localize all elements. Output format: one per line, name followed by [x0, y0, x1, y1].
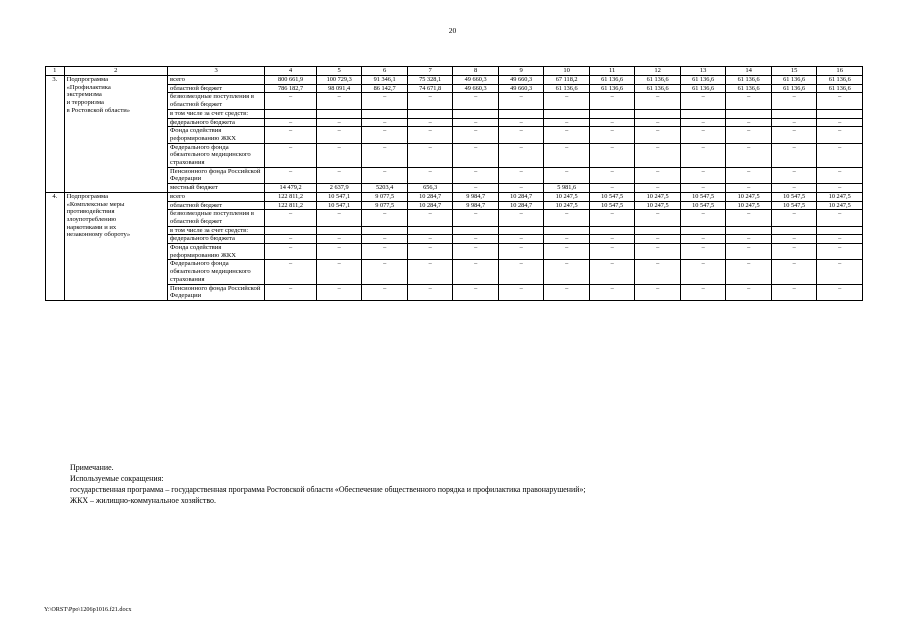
amount-cell: [680, 226, 726, 235]
amount-cell: 61 136,6: [635, 84, 681, 93]
amount-cell: –: [726, 167, 772, 183]
table-row: [46, 93, 863, 109]
amount-cell: 5203,4: [362, 184, 408, 193]
amount-cell: –: [544, 127, 590, 143]
amount-cell: [316, 109, 362, 118]
budget-table: [45, 66, 863, 301]
amount-cell: 86 142,7: [362, 84, 408, 93]
amount-cell: 49 660,3: [498, 84, 544, 93]
amount-cell: –: [407, 167, 453, 183]
amount-cell: –: [265, 244, 317, 260]
column-number-header: 3: [168, 67, 265, 76]
amount-cell: –: [680, 118, 726, 127]
amount-cell: –: [316, 284, 362, 300]
table-row: [46, 284, 863, 300]
funding-source-label: Пенсионного фонда Российской Федерации: [168, 284, 265, 300]
amount-cell: –: [771, 127, 817, 143]
amount-cell: [589, 226, 635, 235]
table-row: [46, 76, 863, 85]
funding-source-label: федерального бюджета: [168, 235, 265, 244]
amount-cell: –: [265, 93, 317, 109]
amount-cell: [407, 226, 453, 235]
amount-cell: 75 328,1: [407, 76, 453, 85]
amount-cell: –: [544, 167, 590, 183]
amount-cell: –: [453, 93, 499, 109]
amount-cell: 9 984,7: [453, 192, 499, 201]
amount-cell: 61 136,6: [726, 84, 772, 93]
amount-cell: –: [726, 184, 772, 193]
amount-cell: [771, 109, 817, 118]
amount-cell: 49 660,3: [453, 76, 499, 85]
amount-cell: [635, 226, 681, 235]
amount-cell: 10 547,5: [680, 201, 726, 210]
amount-cell: [453, 109, 499, 118]
amount-cell: [680, 109, 726, 118]
amount-cell: 9 077,5: [362, 192, 408, 201]
table-row: [46, 244, 863, 260]
amount-cell: –: [453, 143, 499, 167]
amount-cell: 5 981,6: [544, 184, 590, 193]
subprogram-name: [64, 76, 167, 193]
amount-cell: 10 284,7: [407, 192, 453, 201]
amount-cell: [498, 226, 544, 235]
amount-cell: –: [453, 244, 499, 260]
amount-cell: –: [635, 284, 681, 300]
amount-cell: –: [771, 244, 817, 260]
amount-cell: –: [771, 118, 817, 127]
amount-cell: 10 547,5: [589, 192, 635, 201]
funding-source-label: Федерального фонда обязательного медицинского страхования: [168, 260, 265, 284]
subprogram-name-line: наркотиками и их: [66, 223, 117, 231]
amount-cell: 61 136,6: [589, 84, 635, 93]
column-number-header: 15: [771, 67, 817, 76]
amount-cell: [726, 226, 772, 235]
amount-cell: –: [635, 93, 681, 109]
table-row: [46, 167, 863, 183]
amount-cell: –: [498, 210, 544, 226]
note-title: Примечание.: [70, 463, 114, 472]
table-row: [46, 201, 863, 210]
amount-cell: –: [362, 260, 408, 284]
amount-cell: –: [544, 93, 590, 109]
amount-cell: –: [635, 167, 681, 183]
amount-cell: –: [316, 118, 362, 127]
amount-cell: 2 637,9: [316, 184, 362, 193]
funding-source-label: областной бюджет: [168, 201, 265, 210]
amount-cell: 786 182,7: [265, 84, 317, 93]
amount-cell: –: [817, 93, 863, 109]
amount-cell: –: [453, 118, 499, 127]
amount-cell: [453, 226, 499, 235]
amount-cell: –: [726, 235, 772, 244]
amount-cell: –: [589, 127, 635, 143]
column-number-header: 9: [498, 67, 544, 76]
table-row: [46, 84, 863, 93]
amount-cell: –: [362, 235, 408, 244]
amount-cell: –: [453, 127, 499, 143]
amount-cell: –: [680, 184, 726, 193]
amount-cell: –: [407, 210, 453, 226]
amount-cell: 61 136,6: [817, 84, 863, 93]
amount-cell: –: [726, 260, 772, 284]
amount-cell: 10 547,1: [316, 192, 362, 201]
column-number-header: 12: [635, 67, 681, 76]
column-number-header: 10: [544, 67, 590, 76]
amount-cell: –: [316, 244, 362, 260]
amount-cell: 122 811,2: [265, 201, 317, 210]
amount-cell: –: [362, 167, 408, 183]
amount-cell: –: [680, 210, 726, 226]
subprogram-name-line: «Профилактика: [66, 83, 111, 91]
amount-cell: –: [453, 260, 499, 284]
table-row: [46, 226, 863, 235]
amount-cell: 61 136,6: [544, 84, 590, 93]
amount-cell: –: [771, 210, 817, 226]
amount-cell: –: [544, 244, 590, 260]
amount-cell: [362, 226, 408, 235]
amount-cell: –: [316, 235, 362, 244]
subprogram-name-line: и терроризма: [66, 99, 104, 107]
amount-cell: –: [680, 143, 726, 167]
amount-cell: –: [680, 244, 726, 260]
amount-cell: –: [589, 93, 635, 109]
funding-source-label: в том числе за счет средств:: [168, 226, 265, 235]
amount-cell: –: [589, 167, 635, 183]
column-number-header: 11: [589, 67, 635, 76]
table-row: [46, 235, 863, 244]
amount-cell: [544, 226, 590, 235]
amount-cell: –: [726, 244, 772, 260]
amount-cell: 10 284,7: [498, 192, 544, 201]
amount-cell: –: [635, 235, 681, 244]
amount-cell: [771, 226, 817, 235]
amount-cell: 656,3: [407, 184, 453, 193]
amount-cell: [635, 109, 681, 118]
table-row: [46, 127, 863, 143]
column-number-header: 6: [362, 67, 408, 76]
amount-cell: 14 479,2: [265, 184, 317, 193]
amount-cell: 61 136,6: [635, 76, 681, 85]
amount-cell: –: [589, 118, 635, 127]
amount-cell: –: [680, 127, 726, 143]
amount-cell: [265, 109, 317, 118]
table-row: [46, 260, 863, 284]
funding-source-label: всего: [168, 76, 265, 85]
amount-cell: [362, 109, 408, 118]
table-row: [46, 118, 863, 127]
amount-cell: –: [265, 127, 317, 143]
amount-cell: –: [407, 143, 453, 167]
amount-cell: –: [498, 167, 544, 183]
amount-cell: –: [362, 244, 408, 260]
funding-source-label: Пенсионного фонда Российской Федерации: [168, 167, 265, 183]
table-header-row: [46, 67, 863, 76]
amount-cell: –: [817, 210, 863, 226]
amount-cell: –: [498, 235, 544, 244]
amount-cell: [498, 109, 544, 118]
amount-cell: –: [362, 143, 408, 167]
amount-cell: 61 136,6: [680, 76, 726, 85]
amount-cell: –: [544, 118, 590, 127]
amount-cell: 98 091,4: [316, 84, 362, 93]
amount-cell: [316, 226, 362, 235]
amount-cell: –: [407, 127, 453, 143]
amount-cell: –: [817, 184, 863, 193]
table-row: [46, 109, 863, 118]
amount-cell: [265, 226, 317, 235]
amount-cell: –: [316, 93, 362, 109]
amount-cell: 49 660,3: [453, 84, 499, 93]
amount-cell: –: [498, 184, 544, 193]
amount-cell: –: [817, 167, 863, 183]
amount-cell: –: [316, 143, 362, 167]
amount-cell: 61 136,6: [771, 84, 817, 93]
amount-cell: –: [498, 143, 544, 167]
column-number-header: 8: [453, 67, 499, 76]
amount-cell: 10 247,5: [817, 192, 863, 201]
amount-cell: –: [362, 284, 408, 300]
amount-cell: [726, 109, 772, 118]
amount-cell: –: [589, 244, 635, 260]
amount-cell: 10 547,5: [771, 192, 817, 201]
subprogram-name-line: Подпрограмма: [66, 76, 109, 83]
amount-cell: –: [635, 244, 681, 260]
amount-cell: –: [407, 93, 453, 109]
amount-cell: –: [635, 118, 681, 127]
amount-cell: –: [265, 284, 317, 300]
amount-cell: –: [771, 260, 817, 284]
amount-cell: –: [265, 143, 317, 167]
subprogram-name-line: в Ростовской области»: [66, 106, 131, 114]
amount-cell: –: [407, 235, 453, 244]
amount-cell: –: [407, 118, 453, 127]
column-number-header: 16: [817, 67, 863, 76]
amount-cell: –: [680, 260, 726, 284]
amount-cell: –: [726, 127, 772, 143]
amount-cell: –: [680, 93, 726, 109]
column-number-header: 4: [265, 67, 317, 76]
amount-cell: –: [771, 284, 817, 300]
amount-cell: –: [498, 93, 544, 109]
amount-cell: –: [817, 244, 863, 260]
subprogram-name-line: противодействия: [66, 208, 115, 216]
amount-cell: –: [544, 260, 590, 284]
amount-cell: –: [453, 184, 499, 193]
amount-cell: –: [362, 93, 408, 109]
amount-cell: 10 547,5: [771, 201, 817, 210]
funding-source-label: Фонда содействия реформированию ЖКХ: [168, 244, 265, 260]
amount-cell: –: [726, 284, 772, 300]
funding-source-label: Фонда содействия реформированию ЖКХ: [168, 127, 265, 143]
amount-cell: –: [589, 143, 635, 167]
amount-cell: 61 136,6: [680, 84, 726, 93]
amount-cell: –: [498, 244, 544, 260]
amount-cell: –: [771, 167, 817, 183]
column-number-header: 14: [726, 67, 772, 76]
amount-cell: –: [771, 184, 817, 193]
amount-cell: –: [265, 260, 317, 284]
amount-cell: –: [316, 167, 362, 183]
amount-cell: 100 729,3: [316, 76, 362, 85]
amount-cell: [544, 109, 590, 118]
amount-cell: –: [680, 235, 726, 244]
column-number-header: 7: [407, 67, 453, 76]
amount-cell: –: [817, 235, 863, 244]
footer-file-path: Y:\ORST\Ppo\1206p1016.f21.docx: [44, 606, 132, 613]
amount-cell: 61 136,6: [589, 76, 635, 85]
column-number-header: 13: [680, 67, 726, 76]
amount-cell: –: [771, 235, 817, 244]
amount-cell: –: [635, 210, 681, 226]
amount-cell: 9 077,5: [362, 201, 408, 210]
amount-cell: –: [771, 93, 817, 109]
amount-cell: –: [362, 127, 408, 143]
amount-cell: –: [726, 210, 772, 226]
amount-cell: 10 247,5: [544, 192, 590, 201]
amount-cell: 49 660,3: [498, 76, 544, 85]
amount-cell: –: [265, 167, 317, 183]
amount-cell: –: [265, 118, 317, 127]
table-row: [46, 143, 863, 167]
amount-cell: –: [265, 210, 317, 226]
note-subtitle: Используемые сокращения:: [70, 474, 164, 483]
amount-cell: –: [726, 93, 772, 109]
funding-source-label: безвозмездные поступления в областной бюджет: [168, 93, 265, 109]
amount-cell: –: [544, 210, 590, 226]
subprogram-name-line: «Комплексные меры: [66, 200, 125, 208]
amount-cell: 9 984,7: [453, 201, 499, 210]
amount-cell: 10 247,5: [544, 201, 590, 210]
amount-cell: –: [453, 284, 499, 300]
amount-cell: –: [407, 284, 453, 300]
amount-cell: –: [589, 184, 635, 193]
amount-cell: –: [362, 118, 408, 127]
amount-cell: –: [498, 284, 544, 300]
amount-cell: –: [589, 260, 635, 284]
amount-cell: –: [635, 260, 681, 284]
funding-source-label: Федерального фонда обязательного медицинского страхования: [168, 143, 265, 167]
amount-cell: –: [453, 210, 499, 226]
amount-cell: 74 671,8: [407, 84, 453, 93]
amount-cell: –: [316, 260, 362, 284]
amount-cell: 10 547,5: [589, 201, 635, 210]
amount-cell: –: [680, 167, 726, 183]
funding-source-label: безвозмездные поступления в областной бюджет: [168, 210, 265, 226]
amount-cell: –: [635, 143, 681, 167]
amount-cell: 91 346,1: [362, 76, 408, 85]
note-line: ЖКХ – жилищно-коммунальное хозяйство.: [70, 496, 216, 505]
amount-cell: 67 118,2: [544, 76, 590, 85]
amount-cell: 61 136,6: [771, 76, 817, 85]
amount-cell: 10 547,5: [680, 192, 726, 201]
funding-source-label: областной бюджет: [168, 84, 265, 93]
amount-cell: 10 247,5: [635, 192, 681, 201]
amount-cell: –: [817, 127, 863, 143]
amount-cell: 122 811,2: [265, 192, 317, 201]
amount-cell: –: [362, 210, 408, 226]
amount-cell: –: [498, 118, 544, 127]
amount-cell: –: [817, 143, 863, 167]
column-number-header: 5: [316, 67, 362, 76]
amount-cell: –: [817, 284, 863, 300]
amount-cell: 10 247,5: [726, 201, 772, 210]
amount-cell: –: [316, 127, 362, 143]
amount-cell: [589, 109, 635, 118]
table-row: [46, 192, 863, 201]
amount-cell: –: [635, 184, 681, 193]
amount-cell: [817, 109, 863, 118]
amount-cell: –: [589, 210, 635, 226]
amount-cell: –: [453, 167, 499, 183]
amount-cell: –: [589, 235, 635, 244]
amount-cell: –: [265, 235, 317, 244]
subprogram-name-line: экстремизма: [66, 91, 102, 99]
section-number: 4.: [46, 192, 65, 300]
column-number-header: 1: [46, 67, 65, 76]
funding-source-label: всего: [168, 192, 265, 201]
amount-cell: 10 547,1: [316, 201, 362, 210]
amount-cell: –: [544, 235, 590, 244]
amount-cell: 10 284,7: [498, 201, 544, 210]
amount-cell: –: [544, 284, 590, 300]
amount-cell: –: [817, 118, 863, 127]
amount-cell: 800 661,9: [265, 76, 317, 85]
subprogram-name-line: злоупотреблению: [66, 215, 117, 223]
note-block: [70, 462, 870, 506]
amount-cell: 10 247,5: [635, 201, 681, 210]
note-line: государственная программа – государственная программа Ростовской области «Обеспечение общественного порядка и профилактика правонарушений»;: [70, 485, 586, 494]
amount-cell: –: [680, 284, 726, 300]
section-number: 3.: [46, 76, 65, 193]
amount-cell: –: [407, 260, 453, 284]
column-number-header: 2: [64, 67, 167, 76]
subprogram-name: [64, 192, 167, 300]
amount-cell: –: [498, 260, 544, 284]
amount-cell: –: [817, 260, 863, 284]
amount-cell: [407, 109, 453, 118]
amount-cell: –: [771, 143, 817, 167]
amount-cell: –: [407, 244, 453, 260]
page-number: 20: [448, 26, 457, 35]
amount-cell: 10 284,7: [407, 201, 453, 210]
table-row: [46, 210, 863, 226]
table-row: [46, 184, 863, 193]
subprogram-name-line: незаконному обороту»: [66, 231, 131, 239]
amount-cell: 10 247,5: [726, 192, 772, 201]
amount-cell: 10 247,5: [817, 201, 863, 210]
amount-cell: 61 136,6: [817, 76, 863, 85]
subprogram-name-line: Подпрограмма: [66, 192, 109, 200]
amount-cell: –: [498, 127, 544, 143]
amount-cell: [817, 226, 863, 235]
amount-cell: –: [544, 143, 590, 167]
amount-cell: –: [453, 235, 499, 244]
amount-cell: –: [726, 143, 772, 167]
amount-cell: 61 136,6: [726, 76, 772, 85]
amount-cell: –: [589, 284, 635, 300]
funding-source-label: местный бюджет: [168, 184, 265, 193]
amount-cell: –: [316, 210, 362, 226]
funding-source-label: федерального бюджета: [168, 118, 265, 127]
funding-source-label: в том числе за счет средств:: [168, 109, 265, 118]
amount-cell: –: [635, 127, 681, 143]
amount-cell: –: [726, 118, 772, 127]
